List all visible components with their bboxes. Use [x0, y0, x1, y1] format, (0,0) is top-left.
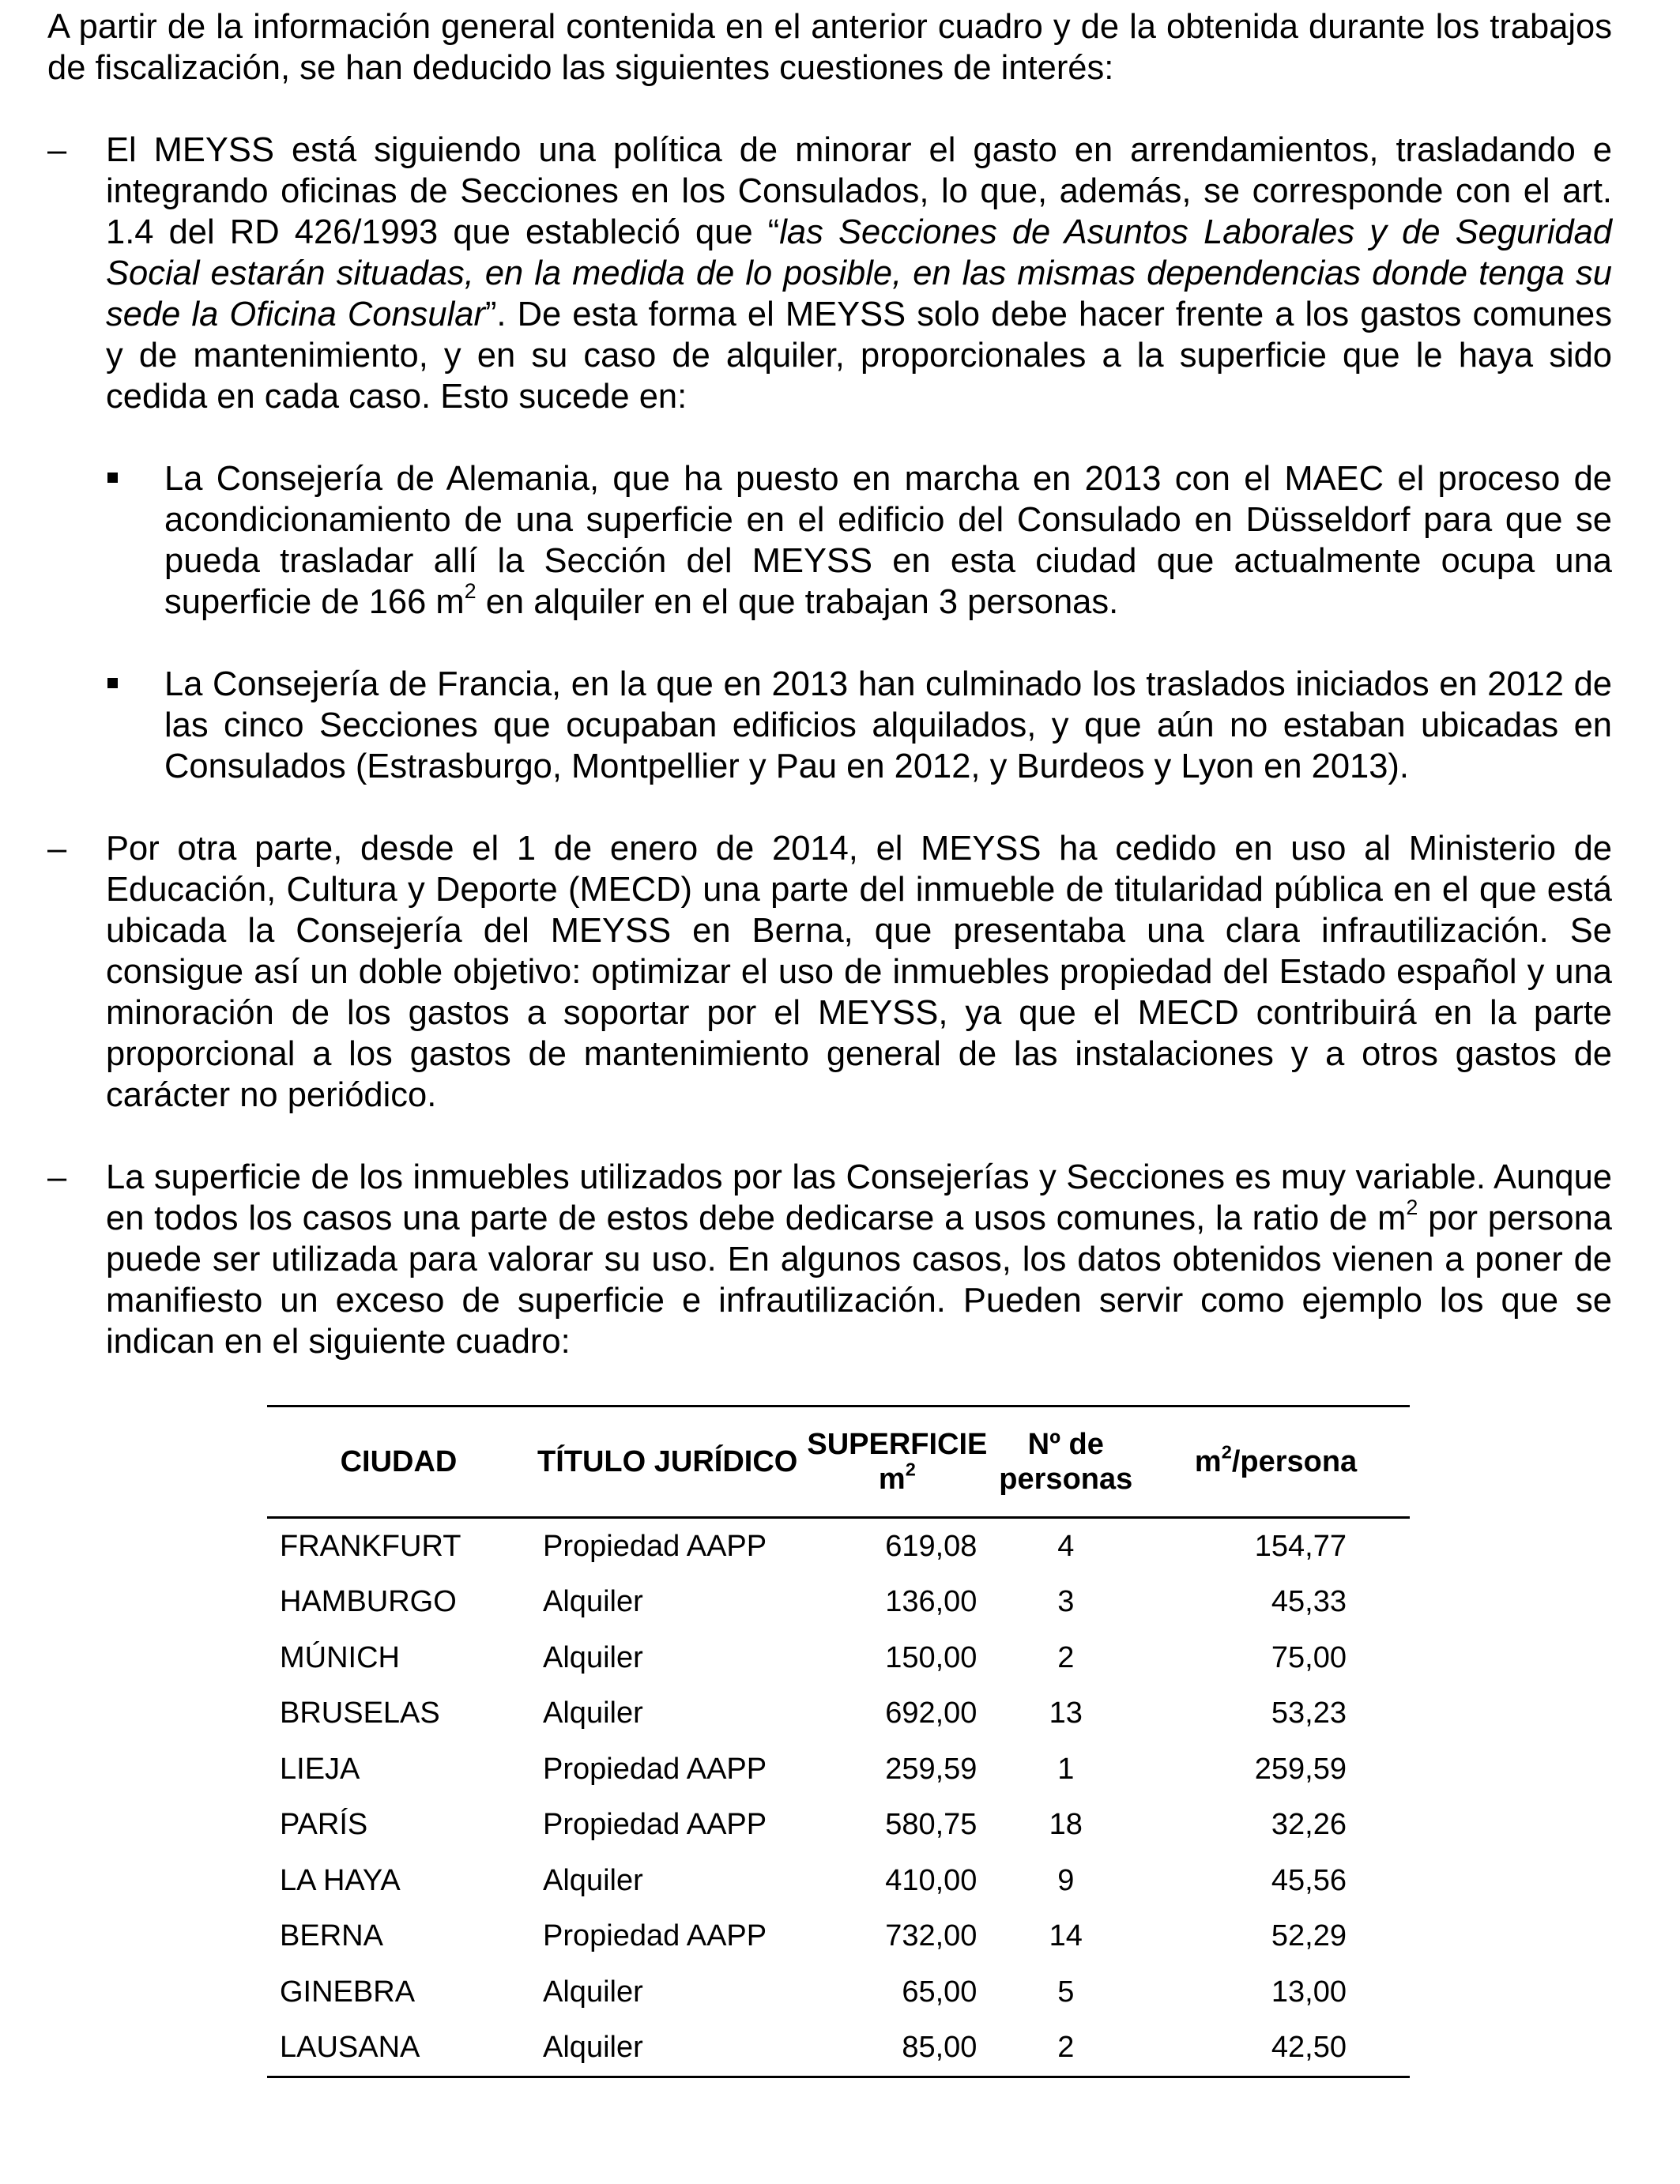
bullet-item-alemania [106, 458, 1612, 623]
header-superficie-unit [804, 1459, 989, 1497]
cell-superficie: 732,00 [885, 1919, 977, 1953]
cell-titulo: Propiedad AAPP [543, 1752, 767, 1786]
header-superficie-line1: SUPERFICIE [807, 1428, 988, 1461]
cell-ratio: 259,59 [1254, 1752, 1347, 1786]
table-row [267, 1853, 1410, 1909]
dash-marker: – [47, 830, 67, 868]
cell-ciudad: MÚNICH [280, 1640, 400, 1674]
superscript: 2 [1221, 1441, 1232, 1463]
cell-ciudad: LAUSANA [280, 2031, 420, 2065]
cell-ciudad: FRANKFURT [280, 1529, 461, 1563]
superscript: 2 [1406, 1196, 1418, 1220]
table-row [267, 2020, 1410, 2077]
bullet-paragraph [164, 458, 1612, 623]
cell-titulo: Propiedad AAPP [543, 1529, 767, 1563]
cell-personas: 13 [1049, 1696, 1083, 1730]
cell-ratio: 45,33 [1271, 1585, 1347, 1619]
cell-ciudad: HAMBURGO [280, 1585, 457, 1619]
intro-paragraph: A partir de la información general contenida en el anterior cuadro y de la obtenida durante los trabajos de fiscalización, se han deducido las siguientes cuestiones de interés: [47, 8, 1612, 87]
item1-paragraph [106, 130, 1612, 417]
table-row [267, 1575, 1410, 1631]
cell-superficie: 410,00 [885, 1863, 977, 1897]
cell-titulo: Propiedad AAPP [543, 1808, 767, 1842]
table-row [267, 1630, 1410, 1686]
header-titulo-juridico: TÍTULO JURÍDICO [537, 1445, 798, 1478]
item1-text-part1: El MEYSS está siguiendo una política de minorar el gasto en arrendamientos, trasladando e integrando oficinas de Secciones en los Consulados, lo que, además, se corresponde con el art. 1.4 del RD 426/1993 que estableció que “ [106, 131, 1612, 251]
cell-titulo: Alquiler [543, 1975, 643, 2009]
cell-ratio: 154,77 [1254, 1529, 1347, 1563]
cell-ratio: 32,26 [1271, 1808, 1347, 1842]
cell-ciudad: GINEBRA [280, 1975, 416, 2009]
table-row [267, 1518, 1410, 1575]
cell-ratio: 45,56 [1271, 1863, 1347, 1897]
bullet-list [106, 458, 1612, 787]
square-bullet-icon [107, 678, 118, 688]
cell-ciudad: PARÍS [280, 1808, 368, 1842]
header-num-personas [989, 1406, 1142, 1518]
cell-superficie: 136,00 [885, 1585, 977, 1619]
dash-item-1 [47, 130, 1612, 787]
cell-superficie: 85,00 [902, 2031, 977, 2065]
square-bullet-icon [107, 473, 118, 483]
cell-personas: 4 [1057, 1529, 1075, 1563]
bullet-paragraph: La Consejería de Francia, en la que en 2013 han culminado los traslados iniciados en 2012 de las cinco Secciones que ocupaban edificios alquilados, y que aún no estaban ubicadas en Consulados (Estrasburgo, Montpellier y Pau en 2012, y Burdeos y Lyon en 2013). [164, 665, 1612, 785]
cell-superficie: 150,00 [885, 1640, 977, 1674]
header-ratio-suffix: /persona [1231, 1445, 1358, 1478]
dash-marker: – [47, 131, 67, 169]
cell-personas: 2 [1057, 2031, 1075, 2065]
cell-ciudad: LA HAYA [280, 1863, 401, 1897]
header-personas-line2: personas [999, 1463, 1133, 1496]
surface-table-wrapper [267, 1405, 1410, 2078]
dash-item-2 [47, 828, 1612, 1116]
table-row [267, 1964, 1410, 2020]
cell-personas: 2 [1057, 1640, 1075, 1674]
cell-titulo: Alquiler [543, 1640, 643, 1674]
cell-titulo: Propiedad AAPP [543, 1919, 767, 1953]
document-page [47, 6, 1612, 1403]
superscript: 2 [464, 579, 477, 604]
dash-marker: – [47, 1158, 67, 1196]
surface-table [267, 1405, 1410, 2078]
cell-personas: 5 [1057, 1975, 1075, 2009]
bullet1-text-post: en alquiler en el que trabajan 3 personas. [476, 583, 1119, 621]
dash-item-3 [47, 1157, 1612, 1362]
cell-personas: 18 [1049, 1808, 1083, 1842]
cell-ratio: 75,00 [1271, 1640, 1347, 1674]
table-body [267, 1518, 1410, 2077]
table-row [267, 1909, 1410, 1965]
bullet1-text: La Consejería de Alemania, que ha puesto en marcha en 2013 con el MAEC el proceso de acondicionamiento de una superficie en el edificio del Consulado en Düsseldorf para que se pueda trasladar allí la Sección del MEYSS en esta ciudad que actualmente ocupa una superficie de 166 m [164, 460, 1612, 621]
cell-ratio: 13,00 [1271, 1975, 1347, 2009]
cell-titulo: Alquiler [543, 2031, 643, 2065]
table-row [267, 1798, 1410, 1854]
cell-superficie: 259,59 [885, 1752, 977, 1786]
cell-ciudad: LIEJA [280, 1752, 360, 1786]
item1-quote: las Secciones de Asuntos Laborales y de Seguridad Social estarán situadas, en la medida de lo posible, en las mismas dependencias donde tenga su sede la Oficina Consular [106, 213, 1612, 333]
cell-personas: 3 [1057, 1585, 1075, 1619]
cell-ratio: 52,29 [1271, 1919, 1347, 1953]
header-personas-line1: Nº de [1027, 1428, 1104, 1461]
cell-personas: 9 [1057, 1863, 1075, 1897]
item1-text-part2: ”. De esta forma el MEYSS solo debe hacer frente a los gastos comunes y de mantenimiento, y en su caso de alquiler, proporcionales a la superficie que le haya sido cedida en cada caso. Esto sucede en: [106, 296, 1612, 416]
cell-superficie: 580,75 [885, 1808, 977, 1842]
header-superficie [804, 1406, 989, 1518]
cell-superficie: 692,00 [885, 1696, 977, 1730]
bullet-item-francia [106, 664, 1612, 787]
cell-titulo: Alquiler [543, 1696, 643, 1730]
cell-ciudad: BERNA [280, 1919, 383, 1953]
table-row [267, 1686, 1410, 1742]
header-m2-persona [1142, 1406, 1410, 1518]
cell-titulo: Alquiler [543, 1863, 643, 1897]
header-ciudad: CIUDAD [340, 1445, 458, 1478]
cell-titulo: Alquiler [543, 1585, 643, 1619]
cell-ciudad: BRUSELAS [280, 1696, 440, 1730]
cell-superficie: 65,00 [902, 1975, 977, 2009]
cell-superficie: 619,08 [885, 1529, 977, 1563]
superscript: 2 [905, 1459, 916, 1480]
cell-personas: 1 [1057, 1752, 1075, 1786]
item3-paragraph [106, 1157, 1612, 1362]
unit-m: m [878, 1463, 906, 1496]
table-header-row [267, 1406, 1410, 1518]
cell-ratio: 53,23 [1271, 1696, 1347, 1730]
cell-personas: 14 [1049, 1919, 1083, 1953]
item3-text-post: por persona puede ser utilizada para valorar su uso. En algunos casos, los datos obtenidos vienen a poner de manifiesto un exceso de superficie e infrautilización. Pueden servir como ejemplo los que se indican en el siguiente cuadro: [106, 1199, 1612, 1361]
item2-paragraph: Por otra parte, desde el 1 de enero de 2014, el MEYSS ha cedido en uso al Ministerio de Educación, Cultura y Deporte (MECD) una parte del inmueble de titularidad pública en el que está ubicada la Consejería del MEYSS en Berna, que presentaba una clara infrautilización. Se consigue así un doble objetivo: optimizar el uso de inmuebles propiedad del Estado español y una minoración de los gastos a soportar por el MEYSS, ya que el MECD contribuirá en la parte proporcional a los gastos de mantenimiento general de las instalaciones y a otros gastos de carácter no periódico. [106, 830, 1612, 1114]
item3-text: La superficie de los inmuebles utilizados por las Consejerías y Secciones es muy variable. Aunque en todos los casos una parte de estos debe dedicarse a usos comunes, la ratio de m [106, 1158, 1612, 1237]
cell-ratio: 42,50 [1271, 2031, 1347, 2065]
unit-m: m [1194, 1445, 1222, 1478]
table-row [267, 1742, 1410, 1798]
